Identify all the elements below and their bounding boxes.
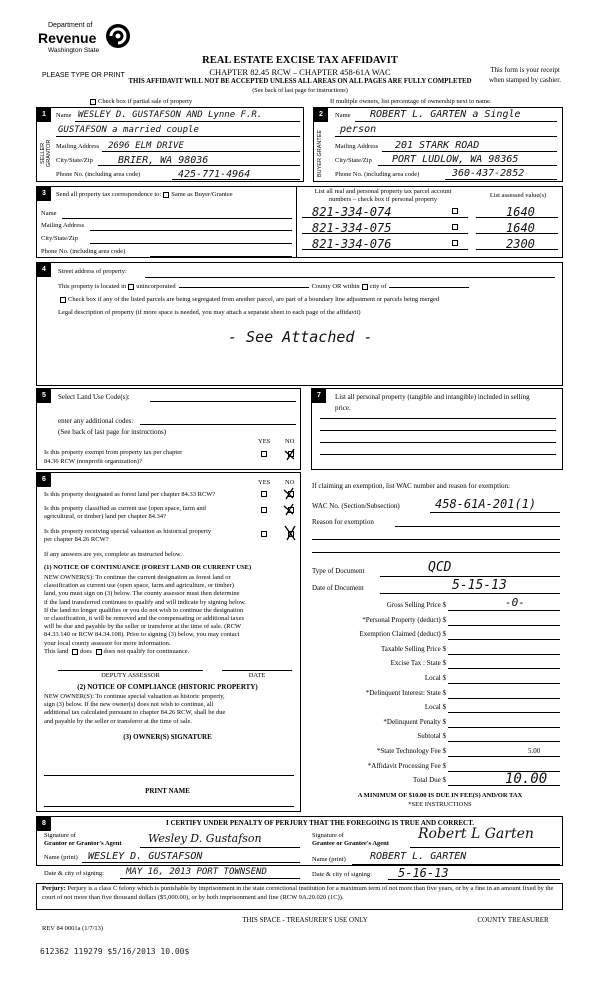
section-4-number: 4	[37, 263, 51, 277]
logo-line1: Department of	[48, 22, 93, 29]
parcel-number[interactable]: 821-334-076	[312, 237, 392, 251]
fee-label: Gross Selling Price $	[386, 601, 446, 609]
section-1-number: 1	[37, 108, 51, 122]
minimum-due-note: A MINIMUM OF $10.00 IS DUE IN FEE(S) AND/OR TAX	[357, 792, 523, 799]
fee-label: *State Technology Fee $	[376, 747, 446, 755]
forest-no-check-mark	[283, 486, 295, 500]
fee-label: Total Due $	[413, 776, 446, 785]
form-chapter: CHAPTER 82.45 RCW – CHAPTER 458-61A WAC	[209, 67, 391, 77]
s3-name-label: Name	[41, 210, 57, 217]
grantee-signature-label-1: Signature of	[312, 832, 344, 839]
s1-phone-label: Phone No. (including area code)	[56, 171, 141, 178]
grantor-name-label: Name (print)	[44, 854, 78, 861]
seller-phone[interactable]: 425-771-4964	[178, 169, 251, 180]
s2-phone-label: Phone No. (including area code)	[335, 171, 420, 178]
section-6-number: 6	[37, 473, 51, 487]
buyer-address[interactable]: 201 STARK ROAD	[395, 140, 480, 151]
s3-city-label: City/State/Zip	[41, 235, 78, 242]
section-5-number: 5	[37, 389, 51, 403]
city-checkbox[interactable]	[362, 284, 368, 290]
assessor-date-label: DATE	[248, 672, 266, 679]
document-date-value[interactable]: 5-15-13	[452, 578, 507, 593]
perjury-text: Perjury: Perjury is a class C felony which is punishable by imprisonment in the state correctional institution for a maximum term of not more than five years, or by a fine in an amount fixed by the court of not more than five thousand dollars ($5,000.00), or by both imprisonment and fine (RCW 9A.20.020 (1C)).	[42, 885, 554, 901]
grantee-date-label: Date & city of signing:	[312, 871, 372, 878]
exempt-question-1: Is this property exempt from property tax per chapter	[44, 449, 183, 456]
see-back-note: (See back of last page for instructions)	[252, 87, 348, 94]
land-use-see-back: (See back of last page for instructions)	[58, 428, 167, 436]
receipt-note-2: when stamped by cashier.	[489, 76, 561, 84]
parcel-number[interactable]: 821-334-074	[312, 205, 392, 219]
fee-label: *Delinquent Interest: State $	[365, 688, 446, 697]
s5-no: NO	[285, 438, 295, 445]
s3-phone-label: Phone No. (including area code)	[41, 248, 126, 255]
partial-sale: Check box if partial sale of property	[88, 98, 192, 105]
county-treasurer-label: COUNTY TREASURER	[477, 916, 549, 924]
logo-line3: Washington State	[48, 47, 100, 54]
grantor-name[interactable]: WESLEY D. GUSTAFSON	[88, 851, 203, 862]
segregated-checkbox[interactable]	[60, 297, 66, 303]
personal-property-label-2: price.	[335, 404, 351, 412]
seller-city[interactable]: BRIER, WA 98036	[118, 155, 209, 166]
land-use-label: Select Land Use Code(s):	[58, 393, 130, 401]
parcel-number[interactable]: 821-334-075	[312, 221, 392, 235]
personal-property-checkbox[interactable]	[452, 208, 458, 214]
same-as-buyer-checkbox[interactable]	[163, 192, 169, 198]
grantor-date-label: Date & city of signing:	[44, 870, 104, 877]
fee-value[interactable]: -0-	[505, 596, 525, 609]
historic-yes-checkbox[interactable]	[261, 531, 267, 537]
exempt-yes-checkbox[interactable]	[261, 451, 267, 457]
grantee-signature[interactable]: Robert L Garten	[418, 826, 534, 842]
notice-1-line: If the land no longer qualifies or you do not wish to continue the designation	[44, 606, 244, 614]
grantor-signature[interactable]: Wesley D. Gustafson	[148, 832, 262, 845]
see-instructions-note: *SEE INSTRUCTIONS	[408, 801, 472, 808]
notice-2-title: (2) NOTICE OF COMPLIANCE (HISTORIC PROPERTY)	[77, 683, 258, 691]
print-name-label: PRINT NAME	[145, 787, 190, 795]
historic-question-2: per chapter 84.26 RCW?	[44, 536, 109, 543]
land-qualifies-row: This land does does not qualify for continuance.	[44, 648, 190, 655]
additional-codes-label: enter any additional codes:	[58, 417, 134, 425]
buyer-name-1[interactable]: ROBERT L. GARTEN a Single	[370, 109, 521, 120]
grantee-date[interactable]: 5-16-13	[398, 866, 449, 880]
current-use-yes-checkbox[interactable]	[261, 507, 267, 513]
assessed-value[interactable]: 1640	[506, 221, 535, 235]
buyer-name-2[interactable]: person	[340, 124, 377, 135]
street-address-label: Street address of property:	[58, 268, 127, 275]
notice-1-line: classification as current use (open space, farm and agriculture, or timber)	[44, 582, 234, 590]
notice-1-text	[44, 574, 299, 648]
s3-addr-label: Mailing Address	[41, 222, 85, 229]
if-any-yes-note: If any answers are yes, complete as instructed below.	[44, 551, 182, 558]
grantee-name-label: Name (print)	[312, 856, 346, 863]
s1-addr-label: Mailing Address	[56, 143, 100, 150]
s2-addr-label: Mailing Address	[335, 143, 379, 150]
assessed-value[interactable]: 2300	[506, 237, 535, 251]
print-note: PLEASE TYPE OR PRINT	[42, 72, 125, 79]
notice-1-line: 84.33.140 or RCW 84.34.108). Prior to signing (3) below, you may contact	[44, 631, 240, 639]
notice-2-line: sign (3) below. If the new owner(s) does not wish to continue, all	[44, 701, 214, 709]
deputy-assessor-label: DEPUTY ASSESSOR	[101, 672, 160, 679]
document-date-label: Date of Document	[312, 584, 364, 592]
assessed-value[interactable]: 1640	[506, 205, 535, 219]
cashier-stamp: 612362 119279 $5/16/2013 10.00$	[40, 947, 190, 956]
buyer-grantee-label: BUYER GRANTEE	[317, 129, 323, 177]
notice-1-line: or classification, it will be removed and the compensating or additional taxes	[44, 615, 244, 623]
receipt-note-1: This form is your receipt	[490, 66, 560, 74]
fee-label: Taxable Selling Price $	[380, 644, 446, 653]
personal-property-label-1: List all personal property (tangible and intangible) included in selling	[335, 393, 530, 401]
wac-value[interactable]: 458-61A-201(1)	[435, 497, 537, 511]
grantor-signature-label-1: Signature of	[44, 832, 76, 839]
seller-name-2[interactable]: GUSTAFSON a married couple	[58, 125, 199, 135]
notice-1-line: land, you must sign on (3) below. The county assessor must then determine	[44, 590, 240, 598]
legal-description-label: Legal description of property (if more space is needed, you may attach a separate sheet to each page of the affidavit)	[58, 309, 361, 316]
form-title: REAL ESTATE EXCISE TAX AFFIDAVIT	[202, 55, 398, 66]
section-2-number: 2	[314, 108, 328, 122]
exempt-question-2: 84.36 RCW (nonprofit organization)?	[44, 458, 142, 465]
personal-property-checkbox[interactable]	[452, 240, 458, 246]
current-use-no-check-mark	[283, 502, 295, 516]
notice-3-title: (3) OWNER(S) SIGNATURE	[123, 733, 212, 741]
revenue-logo	[38, 22, 133, 66]
reason-label: Reason for exemption	[312, 518, 374, 526]
exempt-no-check-mark	[284, 447, 296, 461]
notice-1-title: (1) NOTICE OF CONTINUANCE (FOREST LAND OR CURRENT USE)	[44, 564, 252, 571]
seller-address[interactable]: 2696 ELM DRIVE	[108, 141, 184, 151]
fee-value[interactable]: 10.00	[505, 771, 548, 788]
notice-1-line: if the land transferred continues to qualify and will indicate by signing below.	[44, 598, 246, 606]
s5-yes: YES	[258, 438, 271, 445]
notice-1-line: will be due and payable by the seller or transferor at the time of sale. (RCW	[44, 623, 242, 631]
notice-1-line: NEW OWNER(S): To continue the current designation as forest land or	[44, 574, 231, 581]
document-type-value[interactable]: QCD	[428, 560, 452, 575]
s2-name-label: Name	[335, 112, 351, 119]
multiple-owners-note: If multiple owners, list percentage of ownership next to name.	[330, 98, 492, 105]
seller-name-1[interactable]: WESLEY D. GUSTAFSON AND Lynne F.R.	[78, 110, 263, 120]
grantor-date[interactable]: MAY 16, 2013 PORT TOWNSEND	[126, 867, 267, 877]
assessed-value-header: List assessed value(s)	[489, 192, 547, 199]
forest-yes-checkbox[interactable]	[261, 491, 267, 497]
notice-2-line: additional tax calculated pursuant to chapter 84.26 RCW, shall be due	[44, 709, 226, 717]
unincorporated-checkbox[interactable]	[128, 284, 134, 290]
parcel-list-header-2: numbers – check box if personal property	[328, 196, 438, 203]
wac-label: WAC No. (Section/Subsection)	[312, 502, 400, 510]
fee-label: *Personal Property (deduct) $	[362, 615, 446, 624]
historic-question-1: Is this property receiving special valuation as historical property	[44, 528, 212, 535]
fee-label: *Affidavit Processing Fee $	[367, 761, 446, 770]
current-use-question-1: Is this property classified as current use (open space, farm and	[44, 505, 206, 512]
land-does-not-checkbox[interactable]	[96, 649, 102, 655]
grantee-name[interactable]: ROBERT L. GARTEN	[370, 851, 467, 862]
fee-label: Local $	[424, 674, 446, 682]
current-use-question-2: agricultural, or timber) land per chapter 84.34?	[44, 513, 167, 520]
notice-2-line: NEW OWNER(S): To continue special valuation as historic property,	[44, 693, 225, 700]
section-8-number: 8	[37, 817, 51, 831]
treasurer-use-only: THIS SPACE - TREASURER'S USE ONLY	[242, 916, 368, 924]
land-does-checkbox[interactable]	[72, 649, 78, 655]
fee-label: Subtotal $	[417, 732, 446, 741]
form-warning: THIS AFFIDAVIT WILL NOT BE ACCEPTED UNLESS ALL AREAS ON ALL PAGES ARE FULLY COMPLETED	[128, 78, 472, 85]
s6-no: NO	[285, 479, 295, 486]
s1-name-label: Name	[56, 112, 72, 119]
notice-1-line: your local county assessor for more information.	[44, 639, 171, 647]
historic-no-check-mark	[283, 524, 297, 542]
forest-land-question: Is this property designated as forest land per chapter 84.33 RCW?	[44, 491, 216, 498]
fee-value[interactable]: 5.00	[528, 747, 541, 755]
notice-2-line: and payable by the seller or transferor at the time of sale.	[44, 717, 192, 725]
form-revision: REV 84 0001a (1/7/13)	[42, 925, 104, 932]
partial-sale-checkbox[interactable]	[90, 99, 96, 105]
logo-line2: Revenue	[38, 30, 97, 46]
s6-yes: YES	[258, 479, 271, 486]
fee-label: Local $	[424, 703, 446, 712]
buyer-city[interactable]: PORT LUDLOW, WA 98365	[392, 154, 519, 165]
logo-swirl-icon	[104, 22, 132, 50]
grantee-signature-label-2: Grantee or Grantee's Agent	[312, 840, 389, 847]
section-3-number: 3	[37, 187, 51, 201]
segregated-note: Check box if any of the listed parcels are being segregated from another parcel, are part of a boundary line adjustment or parcels being merged	[58, 296, 439, 303]
section-7-number: 7	[312, 389, 326, 403]
located-in: This property is located in unincorporated County OR within city of	[58, 283, 469, 290]
s2-city-label: City/State/Zip	[335, 157, 372, 164]
fee-label: Excise Tax : State $	[390, 659, 446, 668]
parcel-list-header-1: List all real and personal property tax parcel account	[314, 188, 452, 195]
legal-description-value[interactable]: - See Attached -	[228, 328, 373, 346]
grantor-signature-label-2: Grantor or Grantor's Agent	[44, 840, 122, 847]
claiming-exemption-label: If claiming an exemption, list WAC number and reason for exemption:	[312, 482, 510, 490]
send-correspondence: Send all property tax correspondence to: Same as Buyer/Grantee	[56, 191, 233, 198]
notice-2-text	[44, 693, 299, 726]
seller-grantor-label: SELLER GRANTOR	[40, 139, 53, 167]
section-4-property	[36, 262, 563, 386]
fee-label: *Delinquent Penalty $	[383, 717, 446, 726]
document-type-label: Type of Document	[312, 567, 365, 575]
s1-city-label: City/State/Zip	[56, 157, 93, 164]
personal-property-checkbox[interactable]	[452, 224, 458, 230]
fee-label: Exemption Claimed (deduct) $	[359, 630, 446, 639]
certify-statement: I CERTIFY UNDER PENALTY OF PERJURY THAT THE FOREGOING IS TRUE AND CORRECT.	[165, 819, 474, 827]
buyer-phone[interactable]: 360-437-2852	[452, 168, 525, 179]
